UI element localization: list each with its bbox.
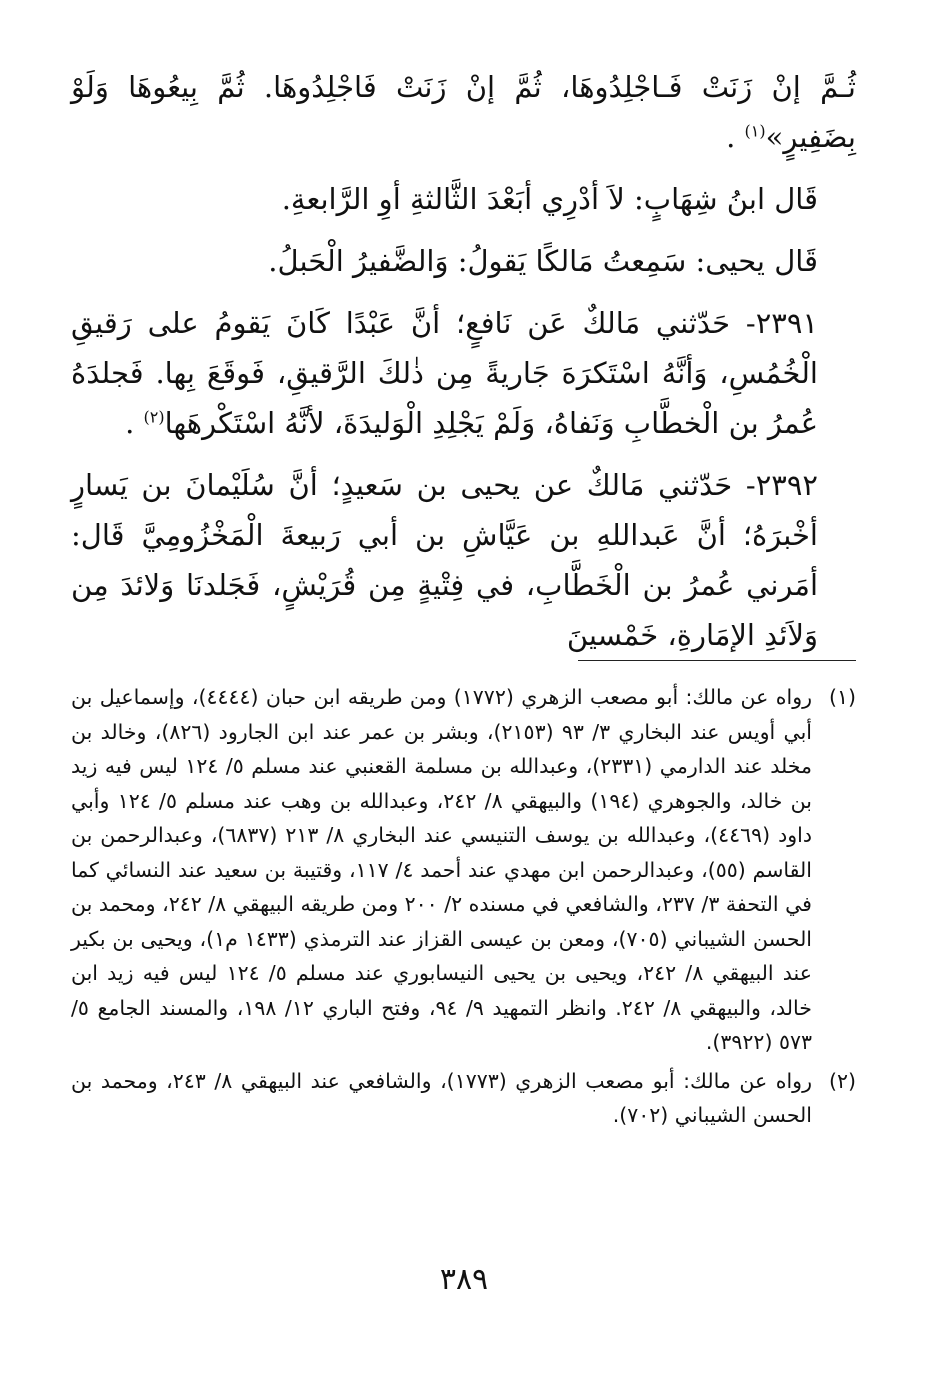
hadith-2391-text: ٢٣٩١- حَدّثني مَالكٌ عَن نَافعٍ؛ أنَّ عَبْدًا كَانَ يَقومُ على رَقيقِ الْخُمُسِ، وَأنَّهُ اسْتَكرَهَ جَاريةً مِن ذٰلكَ الرَّقيقِ، فَوقَعَ بِها. فَجلدَهُ عُمرُ بن الْخطَّابِ وَنَفاهُ، وَلَمْ يَجْلِدِ الْوَليدَةَ، لأنَّهُ اسْتَكْرهَها [71, 306, 818, 440]
line-end: . [125, 406, 144, 440]
footnote-separator [578, 660, 856, 661]
footnote-ref-1: (١) [744, 121, 766, 141]
footnote-text: رواه عن مالك: أبو مصعب الزهري (١٧٧٣)، والشافعي عند البيهقي ٨/ ٢٤٣، ومحمد بن الحسن الشيباني (٧٠٢). [71, 1068, 812, 1127]
yahya-statement: قَال يحيى: سَمِعتُ مَالكًا يَقولُ: وَالضَّفيرُ الْحَبلُ. [268, 244, 818, 278]
footnote-text: رواه عن مالك: أبو مصعب الزهري (١٧٧٢) ومن طريقه ابن حبان (٤٤٤٤)، وإسماعيل بن أبي أويس عند البخاري ٣/ ٩٣ (٢١٥٣)، وبشر بن عمر عند ابن الجارود (٨٢٦)، وخالد بن مخلد عند الدارمي (٢٣٣١)، وعبدالله بن مسلمة القعنبي عند مسلم ٥/ ١٢٤ ليس فيه زيد بن خالد، والجوهري (١٩٤) والبيهقي ٨/ ٢٤٢، وعبدالله بن وهب عند مسلم ٥/ ١٢٤ وأبي داود (٤٤٦٩)، وعبدالله بن يوسف التنيسي عند البخاري ٨/ ٢١٣ (٦٨٣٧)، وعبدالرحمن بن القاسم (٥٥)، وعبدالرحمن ابن مهدي عند أحمد ٤/ ١١٧، وقتيبة بن سعيد عند النسائي كما في التحفة ٣/ ٢٣٧، والشافعي في مسنده ٢/ ٢٠٠ ومن طريقه البيهقي ٨/ ٢٤٢، ومحمد بن الحسن الشيباني (٧٠٥)، ومعن بن عيسى القزاز عند الترمذي (١٤٣٣ م١)، ويحيى بن بكير عند البيهقي ٨/ ٢٤٢، ويحيى بن يحيى النيسابوري عند مسلم ٥/ ١٢٤ ليس فيه زيد ابن خالد، والبيهقي ٨/ ٢٤٢. وانظر التمهيد ٩/ ٩٤، وفتح الباري ١٢/ ١٩٨، والمسند الجامع ٥/ ٥٧٣ (٣٩٢٢). [71, 685, 813, 1054]
footnotes [71, 680, 856, 1137]
hadith-2392: ٢٣٩٢- حَدّثني مَالكٌ عن يحيى بن سَعيدٍ؛ أنَّ سُلَيْمانَ بن يَسارٍ أخْبرَهُ؛ أنَّ عَبداللهِ بن عَيَّاشِ بن أبي رَبيعةَ الْمَخْزُومِيَّ قَال: أمَرني عُمرُ بن الْخَطَّابِ، في فِتْيةٍ مِن قُرَيْشٍ، فَجَلدنَا وَلائدَ مِن وَلاَئدِ الإمَارةِ، خَمْسينَ [71, 468, 818, 652]
line-end: . [726, 120, 745, 154]
hadith-continuation-text: ثُـمَّ إنْ زَنَتْ فَـاجْلِدُوهَا، ثُمَّ إنْ زَنَتْ فَاجْلِدُوهَا. ثُمَّ بِيعُوهَا وَلَوْ بِضَفِيرٍ» [71, 70, 856, 154]
hadith-continuation [71, 62, 856, 162]
page-number: ٣٨٩ [439, 1262, 489, 1297]
hadith-2391 [71, 298, 856, 448]
footnote-number: (٢) [828, 1068, 856, 1093]
footnote-2 [71, 1064, 856, 1133]
main-text [71, 62, 856, 660]
footnote-ref-2: (٢) [143, 407, 165, 427]
footnote-number: (١) [828, 685, 856, 709]
ibn-shihab-statement: قَال ابنُ شِهَابٍ: لاَ أدْرِي أبَعْدَ الثَّالثةِ أوِ الرَّابعةِ. [281, 182, 818, 216]
footnote-1 [71, 680, 856, 1060]
